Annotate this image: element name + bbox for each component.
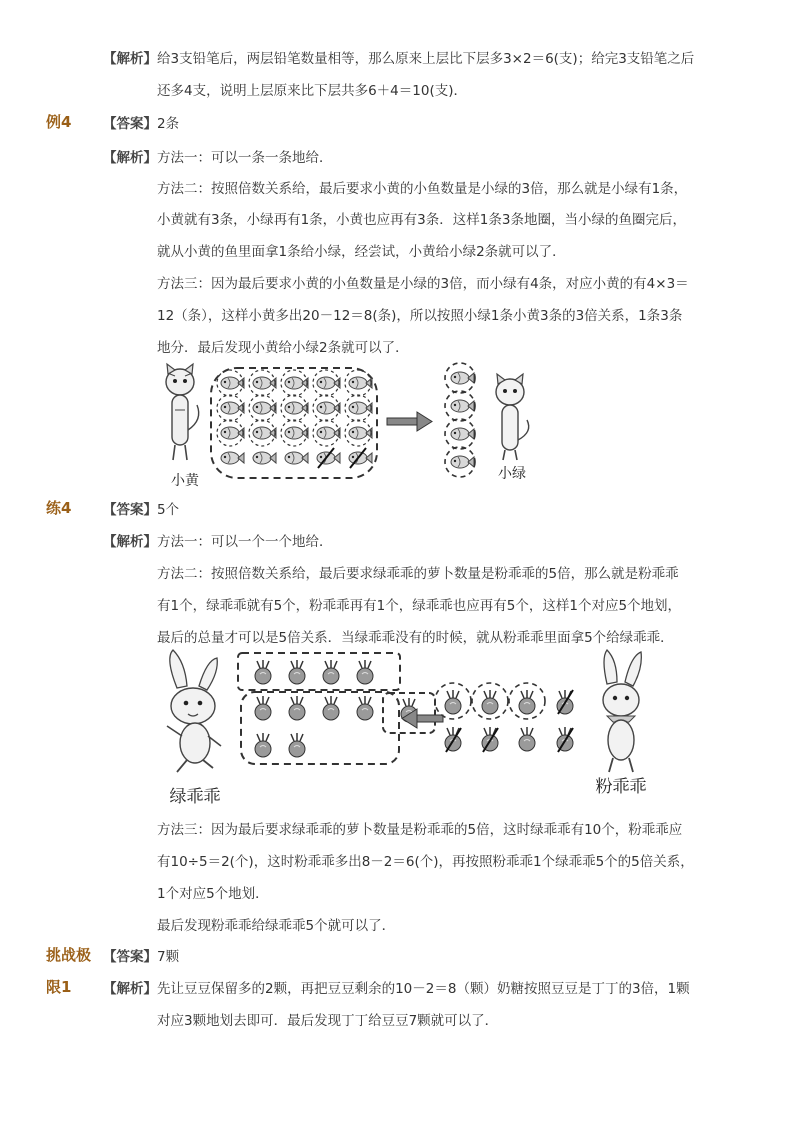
text-line: 12（条），这样小黄多出20－12＝8(条)，所以按照小绿1条小黄3条的3倍关系，1条3条 [157,308,683,324]
fish-grid-left [221,377,372,464]
figure-label-right: 小绿 [498,466,526,482]
radish-grid-left [255,660,417,757]
text-line: 有10÷5＝2(个)，这时粉乖乖多出8－2＝6(个)，再按照粉乖乖1个绿乖乖5个的5倍关系， [157,854,694,870]
text-line: 方法二：按照倍数关系给，最后要求小黄的小鱼数量是小绿的3倍，那么就是小绿有1条， [157,181,688,197]
cat-xiaohuang-icon [166,364,199,460]
text-line: 对应3颗地划去即可．最后发现丁丁给豆豆7颗就可以了． [157,1013,499,1029]
rabbit-fenguaiguai-icon [603,650,641,772]
answer-label: 【答案】 [103,502,157,518]
answer-label: 【答案】 [103,949,157,965]
figure-label-right: 粉乖乖 [595,777,647,797]
arrow-right-icon [387,412,432,431]
fish-illustration [155,360,545,490]
text-line: 还多4支，说明上层原来比下层共多6＋4＝10(支)． [157,83,467,99]
figure-label-left: 小黄 [171,473,199,489]
analysis-label: 【解析】 [103,150,157,166]
radish-illustration [155,648,665,808]
cat-xiaolv-icon [496,374,529,460]
text-line: 最后的总量才可以是5倍关系．当绿乖乖没有的时候，就从粉乖乖里面拿5个给绿乖乖． [157,630,674,646]
text-line: 小黄就有3条，小绿再有1条，小黄也应再有3条．这样1条3条地圈，当小绿的鱼圈完后， [157,212,686,228]
answer-label: 【答案】 [103,116,157,132]
text-line: 1个对应5个地划． [157,886,269,902]
text-line: 方法一：可以一个一个地给． [157,534,333,550]
practice-tag: 练4 [46,499,72,517]
example-tag: 例4 [46,113,72,131]
figure-label-left: 绿乖乖 [169,787,221,807]
challenge-tag-2: 限1 [46,978,72,996]
text-line: 地分．最后发现小黄给小绿2条就可以了． [157,340,409,356]
analysis-label: 【解析】 [103,534,157,550]
text-line: 方法三：因为最后要求绿乖乖的萝卜数量是粉乖乖的5倍，这时绿乖乖有10个，粉乖乖应 [157,822,683,838]
answer-text: 5个 [157,502,180,518]
text-line: 方法二：按照倍数关系给，最后要求绿乖乖的萝卜数量是粉乖乖的5倍，那么就是粉乖乖 [157,566,679,582]
answer-text: 7颗 [157,949,180,965]
text-line: 有1个，绿乖乖就有5个，粉乖乖再有1个，绿乖乖也应再有5个，这样1个对应5个地划， [157,598,682,614]
text-line: 先让豆豆保留多的2颗，再把豆豆剩余的10－2＝8（颗）奶糖按照豆豆是丁丁的3倍，1颗 [157,981,690,997]
analysis-label: 【解析】 [103,51,157,67]
rabbit-lvguaiguai-icon [167,650,221,772]
text-line: 方法三：因为最后要求小黄的小鱼数量是小绿的3倍，而小绿有4条，对应小黄的有4×3＝ [157,276,689,292]
answer-text: 2条 [157,116,180,132]
text-line: 给3支铅笔后，两层铅笔数量相等，那么原来上层比下层多3×2＝6(支)；给完3支铅笔之后 [157,51,695,67]
analysis-label: 【解析】 [103,981,157,997]
text-line: 方法一：可以一条一条地给． [157,150,333,166]
text-line: 最后发现粉乖乖给绿乖乖5个就可以了． [157,918,396,934]
challenge-tag: 挑战极 [46,946,92,964]
text-line: 就从小黄的鱼里面拿1条给小绿，经尝试，小黄给小绿2条就可以了． [157,244,566,260]
